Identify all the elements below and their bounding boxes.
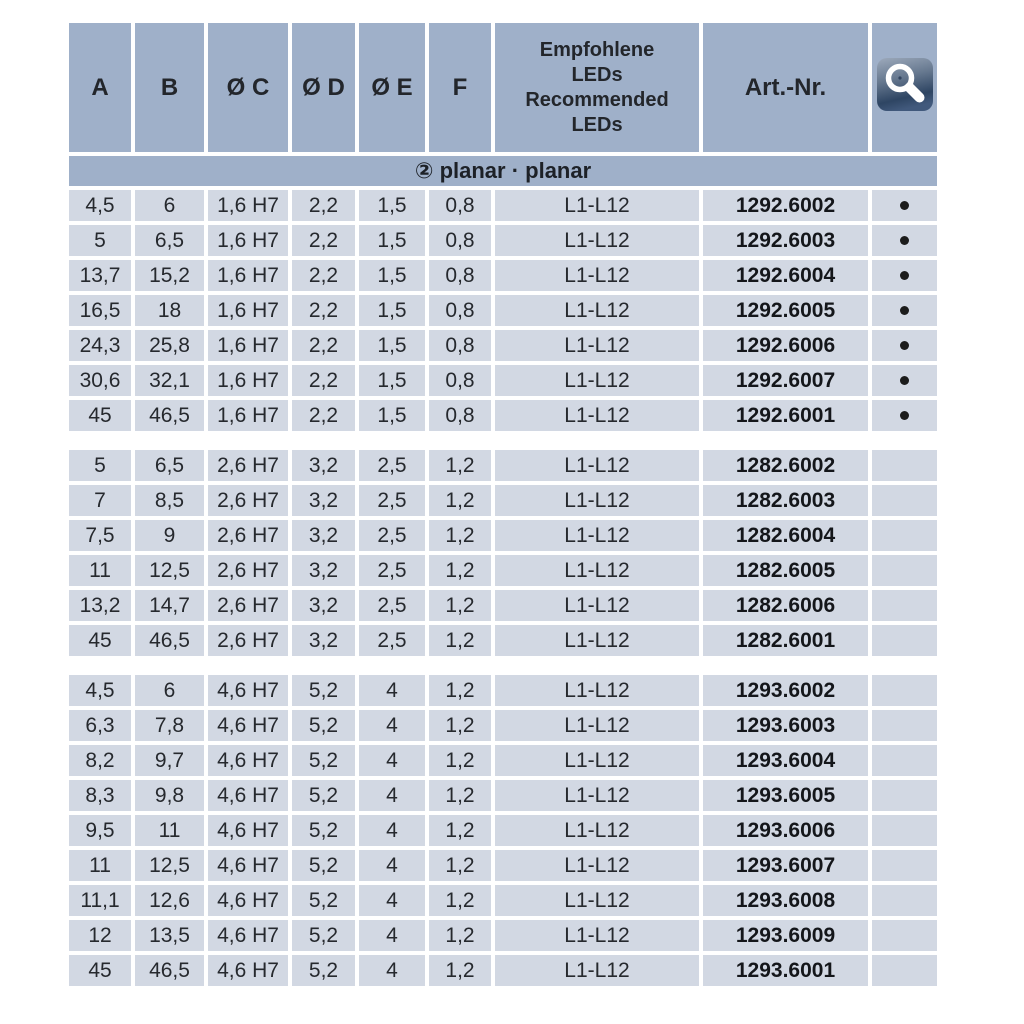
cell-leds: L1-L12 bbox=[495, 450, 699, 481]
cell-art-nr: 1292.6007 bbox=[703, 365, 868, 396]
cell-f: 1,2 bbox=[429, 485, 491, 516]
cell-c: 4,6 H7 bbox=[208, 675, 288, 706]
cell-a: 13,2 bbox=[69, 590, 131, 621]
cell-b: 32,1 bbox=[135, 365, 204, 396]
cell-a: 13,7 bbox=[69, 260, 131, 291]
cell-c: 1,6 H7 bbox=[208, 225, 288, 256]
cell-f: 1,2 bbox=[429, 885, 491, 916]
cell-availability bbox=[872, 365, 937, 396]
cell-b: 8,5 bbox=[135, 485, 204, 516]
cell-d: 5,2 bbox=[292, 745, 355, 776]
col-header-a: A bbox=[69, 23, 131, 152]
cell-availability bbox=[872, 520, 937, 551]
cell-availability bbox=[872, 190, 937, 221]
cell-art-nr: 1293.6005 bbox=[703, 780, 868, 811]
cell-availability bbox=[872, 850, 937, 881]
cell-leds: L1-L12 bbox=[495, 920, 699, 951]
cell-a: 11 bbox=[69, 850, 131, 881]
cell-d: 2,2 bbox=[292, 365, 355, 396]
cell-a: 9,5 bbox=[69, 815, 131, 846]
table-row bbox=[69, 190, 937, 221]
cell-e: 1,5 bbox=[359, 400, 425, 431]
cell-f: 1,2 bbox=[429, 675, 491, 706]
cell-d: 5,2 bbox=[292, 675, 355, 706]
availability-dot-icon bbox=[900, 376, 909, 385]
cell-f: 0,8 bbox=[429, 400, 491, 431]
cell-b: 12,5 bbox=[135, 555, 204, 586]
cell-availability bbox=[872, 400, 937, 431]
cell-a: 24,3 bbox=[69, 330, 131, 361]
table-row bbox=[69, 885, 937, 916]
cell-b: 13,5 bbox=[135, 920, 204, 951]
cell-d: 5,2 bbox=[292, 920, 355, 951]
cell-e: 4 bbox=[359, 675, 425, 706]
cell-c: 1,6 H7 bbox=[208, 260, 288, 291]
cell-art-nr: 1282.6004 bbox=[703, 520, 868, 551]
group-spacer bbox=[69, 435, 937, 446]
cell-leds: L1-L12 bbox=[495, 330, 699, 361]
cell-d: 5,2 bbox=[292, 815, 355, 846]
table-row bbox=[69, 625, 937, 656]
cell-availability bbox=[872, 885, 937, 916]
cell-art-nr: 1292.6001 bbox=[703, 400, 868, 431]
cell-availability bbox=[872, 590, 937, 621]
cell-availability bbox=[872, 955, 937, 986]
cell-e: 2,5 bbox=[359, 485, 425, 516]
cell-c: 4,6 H7 bbox=[208, 850, 288, 881]
cell-d: 5,2 bbox=[292, 710, 355, 741]
cell-c: 2,6 H7 bbox=[208, 555, 288, 586]
cell-art-nr: 1282.6005 bbox=[703, 555, 868, 586]
table-row bbox=[69, 675, 937, 706]
cell-f: 1,2 bbox=[429, 520, 491, 551]
table-row bbox=[69, 450, 937, 481]
cell-b: 6,5 bbox=[135, 450, 204, 481]
cell-availability bbox=[872, 920, 937, 951]
cell-f: 1,2 bbox=[429, 555, 491, 586]
magnifier-icon bbox=[877, 58, 933, 111]
col-header-photo bbox=[872, 23, 937, 152]
table-row bbox=[69, 295, 937, 326]
cell-art-nr: 1293.6001 bbox=[703, 955, 868, 986]
cell-e: 4 bbox=[359, 885, 425, 916]
cell-a: 12 bbox=[69, 920, 131, 951]
cell-d: 5,2 bbox=[292, 885, 355, 916]
cell-e: 4 bbox=[359, 850, 425, 881]
cell-f: 1,2 bbox=[429, 955, 491, 986]
cell-leds: L1-L12 bbox=[495, 485, 699, 516]
cell-b: 46,5 bbox=[135, 625, 204, 656]
table-row bbox=[69, 365, 937, 396]
col-header-c: Ø C bbox=[208, 23, 288, 152]
cell-b: 46,5 bbox=[135, 955, 204, 986]
cell-art-nr: 1293.6009 bbox=[703, 920, 868, 951]
cell-f: 0,8 bbox=[429, 225, 491, 256]
cell-leds: L1-L12 bbox=[495, 745, 699, 776]
cell-availability bbox=[872, 295, 937, 326]
cell-c: 4,6 H7 bbox=[208, 780, 288, 811]
cell-a: 5 bbox=[69, 450, 131, 481]
cell-availability bbox=[872, 225, 937, 256]
cell-e: 2,5 bbox=[359, 450, 425, 481]
cell-d: 2,2 bbox=[292, 260, 355, 291]
availability-dot-icon bbox=[900, 411, 909, 420]
cell-f: 1,2 bbox=[429, 815, 491, 846]
cell-art-nr: 1292.6002 bbox=[703, 190, 868, 221]
cell-c: 2,6 H7 bbox=[208, 520, 288, 551]
table-row bbox=[69, 520, 937, 551]
cell-leds: L1-L12 bbox=[495, 260, 699, 291]
cell-d: 3,2 bbox=[292, 625, 355, 656]
cell-d: 2,2 bbox=[292, 295, 355, 326]
cell-a: 6,3 bbox=[69, 710, 131, 741]
cell-f: 1,2 bbox=[429, 780, 491, 811]
cell-leds: L1-L12 bbox=[495, 850, 699, 881]
cell-c: 4,6 H7 bbox=[208, 710, 288, 741]
cell-d: 5,2 bbox=[292, 955, 355, 986]
cell-c: 1,6 H7 bbox=[208, 365, 288, 396]
cell-a: 45 bbox=[69, 625, 131, 656]
table-row bbox=[69, 400, 937, 431]
cell-b: 12,5 bbox=[135, 850, 204, 881]
cell-e: 1,5 bbox=[359, 260, 425, 291]
cell-leds: L1-L12 bbox=[495, 675, 699, 706]
availability-dot-icon bbox=[900, 236, 909, 245]
cell-availability bbox=[872, 625, 937, 656]
col-header-e: Ø E bbox=[359, 23, 425, 152]
cell-art-nr: 1282.6003 bbox=[703, 485, 868, 516]
cell-leds: L1-L12 bbox=[495, 710, 699, 741]
table-row bbox=[69, 955, 937, 986]
cell-f: 0,8 bbox=[429, 365, 491, 396]
cell-e: 2,5 bbox=[359, 555, 425, 586]
cell-e: 1,5 bbox=[359, 190, 425, 221]
cell-c: 4,6 H7 bbox=[208, 920, 288, 951]
cell-availability bbox=[872, 815, 937, 846]
cell-d: 5,2 bbox=[292, 780, 355, 811]
cell-d: 2,2 bbox=[292, 400, 355, 431]
col-header-b: B bbox=[135, 23, 204, 152]
cell-f: 1,2 bbox=[429, 450, 491, 481]
cell-c: 2,6 H7 bbox=[208, 450, 288, 481]
cell-e: 4 bbox=[359, 780, 425, 811]
cell-availability bbox=[872, 780, 937, 811]
cell-f: 1,2 bbox=[429, 710, 491, 741]
table-row bbox=[69, 920, 937, 951]
cell-e: 2,5 bbox=[359, 590, 425, 621]
cell-art-nr: 1293.6008 bbox=[703, 885, 868, 916]
cell-d: 5,2 bbox=[292, 850, 355, 881]
cell-e: 2,5 bbox=[359, 625, 425, 656]
cell-leds: L1-L12 bbox=[495, 295, 699, 326]
cell-art-nr: 1293.6007 bbox=[703, 850, 868, 881]
cell-a: 8,2 bbox=[69, 745, 131, 776]
table-row bbox=[69, 815, 937, 846]
cell-e: 4 bbox=[359, 710, 425, 741]
cell-art-nr: 1293.6006 bbox=[703, 815, 868, 846]
cell-art-nr: 1282.6006 bbox=[703, 590, 868, 621]
availability-dot-icon bbox=[900, 306, 909, 315]
cell-a: 30,6 bbox=[69, 365, 131, 396]
cell-e: 1,5 bbox=[359, 225, 425, 256]
cell-f: 0,8 bbox=[429, 295, 491, 326]
table-row bbox=[69, 555, 937, 586]
cell-b: 6,5 bbox=[135, 225, 204, 256]
cell-d: 3,2 bbox=[292, 555, 355, 586]
cell-d: 3,2 bbox=[292, 450, 355, 481]
cell-art-nr: 1293.6004 bbox=[703, 745, 868, 776]
cell-art-nr: 1282.6001 bbox=[703, 625, 868, 656]
cell-a: 4,5 bbox=[69, 675, 131, 706]
cell-leds: L1-L12 bbox=[495, 190, 699, 221]
cell-f: 1,2 bbox=[429, 590, 491, 621]
cell-leds: L1-L12 bbox=[495, 885, 699, 916]
cell-d: 3,2 bbox=[292, 520, 355, 551]
table-row bbox=[69, 710, 937, 741]
table-row bbox=[69, 225, 937, 256]
cell-art-nr: 1292.6004 bbox=[703, 260, 868, 291]
availability-dot-icon bbox=[900, 271, 909, 280]
cell-availability bbox=[872, 485, 937, 516]
cell-art-nr: 1292.6006 bbox=[703, 330, 868, 361]
cell-art-nr: 1293.6003 bbox=[703, 710, 868, 741]
table-row bbox=[69, 780, 937, 811]
cell-a: 4,5 bbox=[69, 190, 131, 221]
cell-c: 4,6 H7 bbox=[208, 885, 288, 916]
cell-c: 2,6 H7 bbox=[208, 485, 288, 516]
cell-e: 1,5 bbox=[359, 365, 425, 396]
cell-f: 1,2 bbox=[429, 850, 491, 881]
cell-availability bbox=[872, 330, 937, 361]
cell-c: 1,6 H7 bbox=[208, 295, 288, 326]
table-row bbox=[69, 485, 937, 516]
cell-b: 9,8 bbox=[135, 780, 204, 811]
cell-b: 18 bbox=[135, 295, 204, 326]
cell-d: 3,2 bbox=[292, 485, 355, 516]
cell-d: 2,2 bbox=[292, 330, 355, 361]
availability-dot-icon bbox=[900, 341, 909, 350]
availability-dot-icon bbox=[900, 201, 909, 210]
cell-d: 2,2 bbox=[292, 190, 355, 221]
cell-f: 1,2 bbox=[429, 745, 491, 776]
cell-leds: L1-L12 bbox=[495, 555, 699, 586]
led-spec-table bbox=[65, 19, 941, 990]
table-row bbox=[69, 260, 937, 291]
cell-b: 7,8 bbox=[135, 710, 204, 741]
table-row bbox=[69, 590, 937, 621]
cell-b: 14,7 bbox=[135, 590, 204, 621]
cell-leds: L1-L12 bbox=[495, 780, 699, 811]
cell-availability bbox=[872, 260, 937, 291]
cell-f: 1,2 bbox=[429, 920, 491, 951]
table-row bbox=[69, 850, 937, 881]
cell-e: 1,5 bbox=[359, 295, 425, 326]
cell-a: 7 bbox=[69, 485, 131, 516]
cell-a: 16,5 bbox=[69, 295, 131, 326]
cell-f: 0,8 bbox=[429, 190, 491, 221]
cell-b: 9,7 bbox=[135, 745, 204, 776]
cell-availability bbox=[872, 450, 937, 481]
cell-e: 4 bbox=[359, 955, 425, 986]
cell-art-nr: 1292.6005 bbox=[703, 295, 868, 326]
cell-art-nr: 1293.6002 bbox=[703, 675, 868, 706]
cell-leds: L1-L12 bbox=[495, 520, 699, 551]
cell-c: 2,6 H7 bbox=[208, 590, 288, 621]
cell-a: 5 bbox=[69, 225, 131, 256]
col-header-f: F bbox=[429, 23, 491, 152]
table-row bbox=[69, 745, 937, 776]
section-label: ② planar · planar bbox=[69, 156, 937, 186]
cell-f: 0,8 bbox=[429, 330, 491, 361]
table-row bbox=[69, 330, 937, 361]
cell-c: 1,6 H7 bbox=[208, 400, 288, 431]
section-row bbox=[69, 156, 937, 186]
cell-c: 4,6 H7 bbox=[208, 745, 288, 776]
cell-a: 45 bbox=[69, 400, 131, 431]
cell-c: 1,6 H7 bbox=[208, 330, 288, 361]
cell-e: 4 bbox=[359, 920, 425, 951]
cell-leds: L1-L12 bbox=[495, 225, 699, 256]
cell-availability bbox=[872, 710, 937, 741]
cell-art-nr: 1292.6003 bbox=[703, 225, 868, 256]
cell-d: 3,2 bbox=[292, 590, 355, 621]
cell-leds: L1-L12 bbox=[495, 365, 699, 396]
cell-f: 1,2 bbox=[429, 625, 491, 656]
cell-a: 11,1 bbox=[69, 885, 131, 916]
cell-c: 4,6 H7 bbox=[208, 815, 288, 846]
cell-leds: L1-L12 bbox=[495, 400, 699, 431]
cell-b: 9 bbox=[135, 520, 204, 551]
cell-a: 45 bbox=[69, 955, 131, 986]
cell-b: 25,8 bbox=[135, 330, 204, 361]
cell-a: 8,3 bbox=[69, 780, 131, 811]
cell-leds: L1-L12 bbox=[495, 955, 699, 986]
group-spacer bbox=[69, 660, 937, 671]
cell-d: 2,2 bbox=[292, 225, 355, 256]
cell-b: 15,2 bbox=[135, 260, 204, 291]
col-header-d: Ø D bbox=[292, 23, 355, 152]
cell-b: 6 bbox=[135, 190, 204, 221]
cell-availability bbox=[872, 675, 937, 706]
cell-leds: L1-L12 bbox=[495, 590, 699, 621]
cell-c: 2,6 H7 bbox=[208, 625, 288, 656]
cell-e: 1,5 bbox=[359, 330, 425, 361]
cell-leds: L1-L12 bbox=[495, 625, 699, 656]
cell-c: 4,6 H7 bbox=[208, 955, 288, 986]
cell-b: 6 bbox=[135, 675, 204, 706]
cell-leds: L1-L12 bbox=[495, 815, 699, 846]
cell-c: 1,6 H7 bbox=[208, 190, 288, 221]
cell-e: 4 bbox=[359, 815, 425, 846]
cell-availability bbox=[872, 745, 937, 776]
cell-b: 11 bbox=[135, 815, 204, 846]
cell-b: 46,5 bbox=[135, 400, 204, 431]
col-header-art-nr: Art.-Nr. bbox=[703, 23, 868, 152]
cell-e: 2,5 bbox=[359, 520, 425, 551]
cell-availability bbox=[872, 555, 937, 586]
cell-e: 4 bbox=[359, 745, 425, 776]
cell-a: 7,5 bbox=[69, 520, 131, 551]
header-row bbox=[69, 23, 937, 152]
cell-a: 11 bbox=[69, 555, 131, 586]
cell-art-nr: 1282.6002 bbox=[703, 450, 868, 481]
col-header-leds: Empfohlene LEDs Recommended LEDs bbox=[495, 23, 699, 152]
cell-f: 0,8 bbox=[429, 260, 491, 291]
cell-b: 12,6 bbox=[135, 885, 204, 916]
